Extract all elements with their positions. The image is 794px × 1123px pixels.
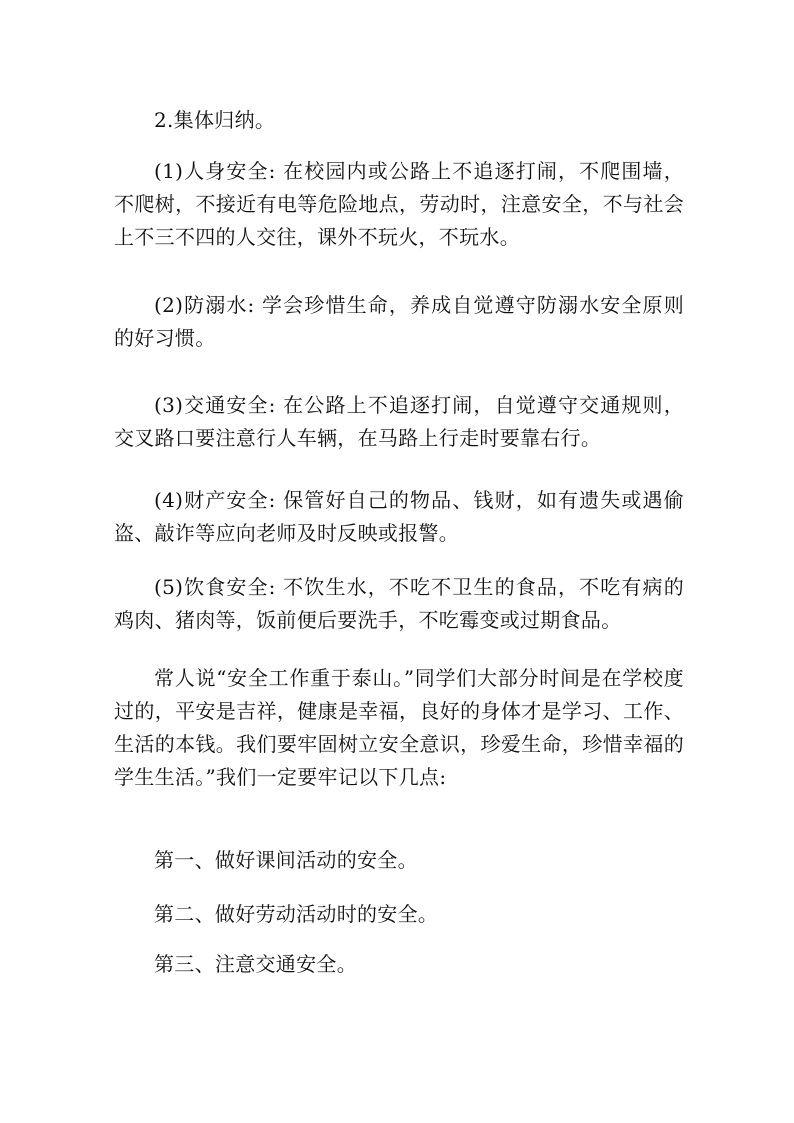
paragraph-food-safety: (5)饮食安全: 不饮生水，不吃不卫生的食品，不吃有病的鸡肉、猪肉等，饭前便后要洗手，不吃霉变或过期食品。 bbox=[114, 575, 684, 632]
list-item-first: 第一、做好课间活动的安全。 bbox=[154, 848, 418, 872]
paragraph-property-safety: (4)财产安全: 保管好自己的物品、钱财，如有遗失或遇偷盗、敲诈等应向老师及时反映或报警。 bbox=[114, 488, 684, 545]
paragraph-traffic-safety: (3)交通安全: 在公路上不追逐打闹，自觉遵守交通规则，交叉路口要注意行人车辆，在马路上行走时要靠右行。 bbox=[114, 393, 684, 450]
list-item-third: 第三、注意交通安全。 bbox=[154, 952, 357, 976]
paragraph-personal-safety: (1)人身安全: 在校园内或公路上不追逐打闹，不爬围墙，不爬树，不接近有电等危险地点，劳动时，注意安全，不与社会上不三不四的人交往，课外不玩火，不玩水。 bbox=[114, 159, 684, 249]
heading-summary: 2.集体归纳。 bbox=[154, 108, 276, 132]
paragraph-safety-reminder: 常人说“安全工作重于泰山。”同学们大部分时间是在学校度过的，平安是吉祥，健康是幸福，良好的身体才是学习、工作、生活的本钱。我们要牢固树立安全意识，珍爱生命，珍惜幸福的学生生活。”我们一定要牢记以下几点: bbox=[114, 666, 684, 789]
list-item-second: 第二、做好劳动活动时的安全。 bbox=[154, 902, 439, 926]
paragraph-drowning-prevention: (2)防溺水: 学会珍惜生命，养成自觉遵守防溺水安全原则的好习惯。 bbox=[114, 293, 684, 350]
